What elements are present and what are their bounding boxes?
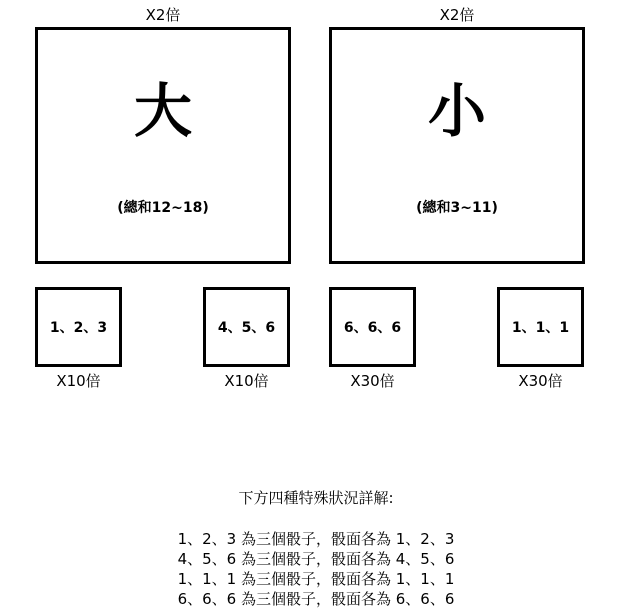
- special-bet-label: 4、5、6: [217, 320, 276, 336]
- special-bet-multiplier: X10倍: [224, 372, 269, 390]
- special-bet-label: 1、2、3: [49, 320, 108, 336]
- small-char: 小: [427, 77, 486, 145]
- special-bet-box[interactable]: [35, 287, 122, 367]
- special-bet-multiplier: X30倍: [350, 372, 395, 390]
- notes-line: 4、5、6 為三個骰子，骰面各為 4、5、6: [177, 550, 455, 568]
- big-char: 大: [133, 77, 192, 145]
- notes-line: 1、1、1 為三個骰子，骰面各為 1、1、1: [177, 570, 455, 588]
- big-sum-range: (總和12~18): [117, 200, 209, 216]
- notes-heading: 下方四種特殊狀況詳解:: [238, 489, 394, 507]
- special-bet-multiplier: X30倍: [518, 372, 563, 390]
- special-bet-box[interactable]: [329, 287, 416, 367]
- notes-line: 1、2、3 為三個骰子，骰面各為 1、2、3: [177, 530, 455, 548]
- big-bet-box[interactable]: [35, 27, 291, 264]
- notes-line: 6、6、6 為三個骰子，骰面各為 6、6、6: [177, 590, 455, 608]
- small-sum-range: (總和3~11): [416, 200, 498, 216]
- special-bet-label: 6、6、6: [343, 320, 402, 336]
- small-multiplier-label: X2倍: [439, 6, 475, 24]
- small-bet-box[interactable]: [329, 27, 585, 264]
- special-bet-label: 1、1、1: [511, 320, 570, 336]
- special-bet-box[interactable]: [203, 287, 290, 367]
- big-multiplier-label: X2倍: [145, 6, 181, 24]
- special-bet-multiplier: X10倍: [56, 372, 101, 390]
- special-bet-box[interactable]: [497, 287, 584, 367]
